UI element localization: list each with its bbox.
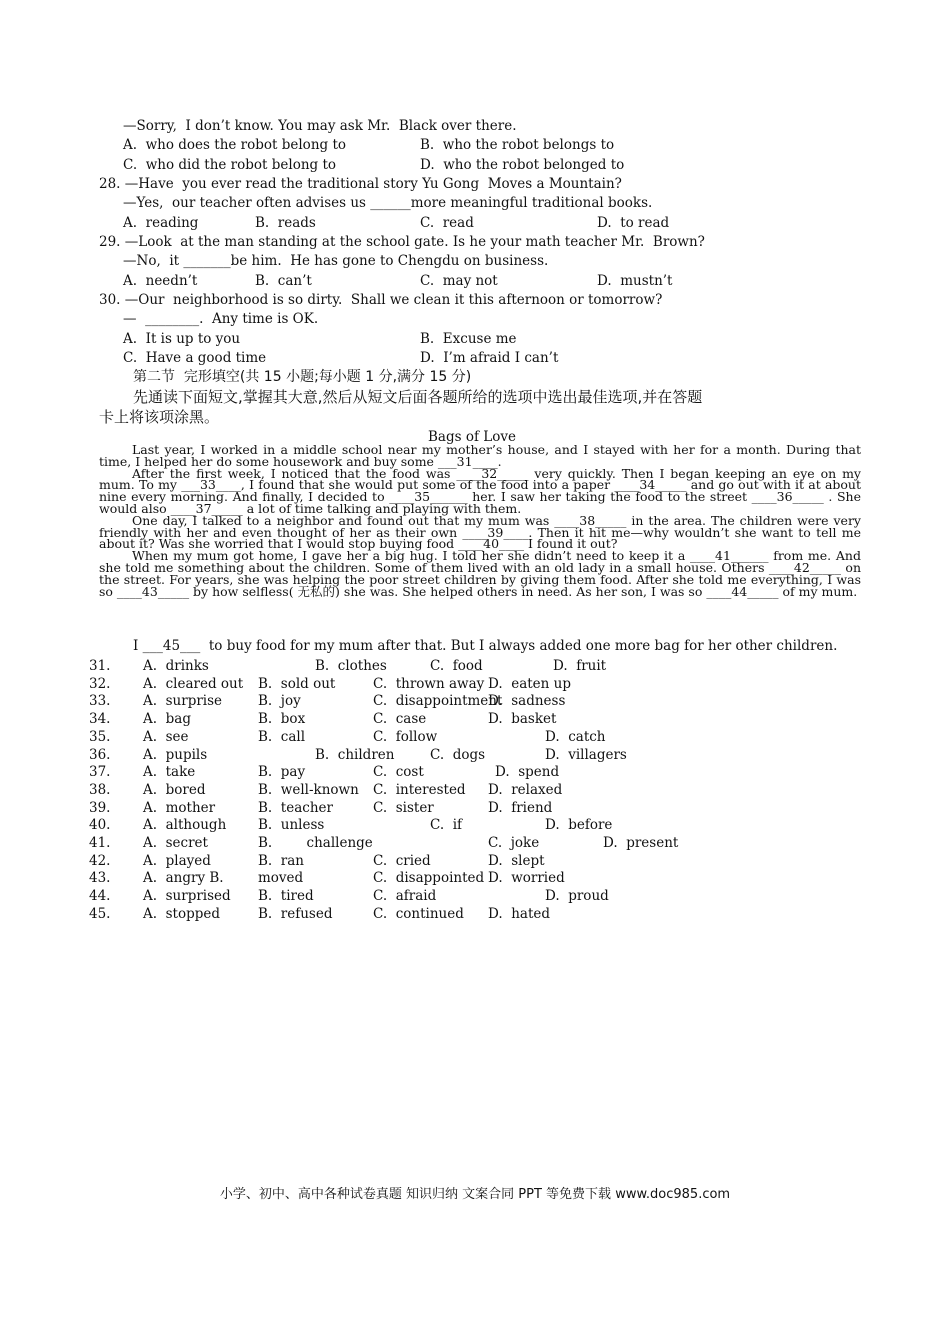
q27-option-b: B. who the robot belongs to <box>420 137 615 153</box>
option-a: A. surprise <box>143 693 223 710</box>
q30-option-b: B. Excuse me <box>420 331 517 347</box>
option-c: C. dogs <box>430 746 486 763</box>
option-a: A. played <box>143 852 211 869</box>
option-b: B. ran <box>258 852 304 869</box>
section-instruction-line1: 先通读下面短文,掌握其大意,然后从短文后面各题所给的选项中选出最佳选项,并在答题 <box>133 388 703 406</box>
q29-option-c: C. may not <box>420 273 498 289</box>
option-c: C. joke <box>488 835 540 851</box>
option-d: D. eaten up <box>488 675 571 692</box>
option-c: C. if <box>430 817 463 834</box>
q28-dialog-answer: —Yes, our teacher often advises us ______more meaningful traditional books. <box>123 195 653 211</box>
option-b: B. box <box>258 711 306 728</box>
q28-option-d: D. to read <box>597 215 670 231</box>
passage-paragraph-4: When my mum got home, I gave her a big hug. I told her she didn’t need to keep it a ____41______ from me. And she told me something about the children. Some of them lived with an old lady in a small house. Others ____42_____ on the street. For years, she was helping the poor street children by giving them food. After she told me everything, I was so ____43_____ by how selfless( 无私的) she was. She helped others in need. As her son, I was so ____44_____ of my mum. <box>99 548 861 599</box>
option-b: B. joy <box>258 693 301 710</box>
option-c: C. thrown away <box>373 675 485 692</box>
option-b: B. pay <box>258 764 306 781</box>
option-b: B. challenge <box>258 835 373 851</box>
q29-dialog-answer: —No, it _______be him. He has gone to Chengdu on business. <box>123 253 549 269</box>
option-d: D. sadness <box>488 693 566 710</box>
option-number: 42. <box>89 852 111 869</box>
option-number: 31. <box>89 658 111 674</box>
option-number: 39. <box>89 799 111 816</box>
option-b: B. tired <box>258 888 314 905</box>
option-number: 34. <box>89 711 111 728</box>
option-a: A. angry B. <box>143 870 224 887</box>
option-b: B. sold out <box>258 675 336 692</box>
option-d: D. basket <box>488 711 557 728</box>
passage-title: Bags of Love <box>428 429 516 445</box>
option-a: A. although <box>143 817 227 834</box>
q29-option-a: A. needn’t <box>123 273 198 289</box>
option-d: D. spend <box>495 764 560 781</box>
option-b: B. unless <box>258 817 325 834</box>
option-a: A. take <box>143 764 196 781</box>
q30-option-c: C. Have a good time <box>123 350 267 366</box>
option-a: A. pupils <box>143 746 208 763</box>
section-instruction-line2: 卡上将该项涂黑。 <box>99 408 220 426</box>
q28-option-c: C. read <box>420 215 474 231</box>
option-number: 33. <box>89 693 111 710</box>
option-b: B. refused <box>258 905 333 922</box>
option-d: D. villagers <box>545 746 627 763</box>
q30-dialog-question: 30. —Our neighborhood is so dirty. Shall we clean it this afternoon or tomorrow? <box>99 292 663 308</box>
option-d: D. friend <box>488 799 553 816</box>
option-a: A. secret <box>143 835 208 851</box>
option-c: C. case <box>373 711 427 728</box>
option-a: A. mother <box>143 799 216 816</box>
option-c: C. follow <box>373 728 438 745</box>
option-number: 38. <box>89 781 111 798</box>
option-a: A. bag <box>143 711 191 728</box>
q27-dialog-answer: —Sorry, I don’t know. You may ask Mr. Black over there. <box>123 118 517 134</box>
option-d: D. present <box>603 835 679 851</box>
option-c: C. afraid <box>373 888 437 905</box>
q30-dialog-answer: — ________. Any time is OK. <box>123 311 319 327</box>
option-c: C. sister <box>373 799 434 816</box>
passage-last-line: I ___45___ to buy food for my mum after that. But I always added one more bag for her other children. <box>133 638 838 654</box>
option-c: C. continued <box>373 905 464 922</box>
option-a: A. drinks <box>143 658 209 674</box>
option-number: 45. <box>89 905 111 922</box>
option-c: C. disappointed <box>373 870 485 887</box>
q28-option-b: B. reads <box>255 215 316 231</box>
option-c: C. cost <box>373 764 424 781</box>
q30-option-a: A. It is up to you <box>123 331 241 347</box>
option-number: 37. <box>89 764 111 781</box>
passage-paragraph-2: After the first week, I noticed that the food was ____32_____ very quickly. Then I began keeping an eye on my mum. To my ___33____, I found that she would put some of the food into a paper ____34_____ and go out with it at about nine every morning. And finally, I decided to ____35______ her. I saw her taking the food to the street ____36_____ . She would also ____37_____ a lot of time talking and playing with them. <box>99 465 861 516</box>
option-d: D. catch <box>545 728 606 745</box>
option-a: A. see <box>143 728 189 745</box>
option-a: A. bored <box>143 781 206 798</box>
option-c: C. interested <box>373 781 466 798</box>
option-d: D. relaxed <box>488 781 563 798</box>
option-b: B. teacher <box>258 799 333 816</box>
passage-paragraph-1: Last year, I worked in a middle school near my mother’s house, and I stayed with her for a month. During that time, I helped her do some housework and buy some ___31____. <box>99 442 861 469</box>
option-a: A. stopped <box>143 905 221 922</box>
q29-option-b: B. can’t <box>255 273 312 289</box>
section-heading: 第二节 完形填空(共 15 小题;每小题 1 分,满分 15 分) <box>133 369 472 385</box>
q29-dialog-question: 29. —Look at the man standing at the school gate. Is he your math teacher Mr. Brown? <box>99 234 705 250</box>
option-d: D. fruit <box>553 658 607 674</box>
option-number: 40. <box>89 817 111 834</box>
option-b: B. call <box>258 728 306 745</box>
q29-option-d: D. mustn’t <box>597 273 673 289</box>
q30-option-d: D. I’m afraid I can’t <box>420 350 559 366</box>
option-b: B. children <box>315 746 395 763</box>
option-b: moved <box>258 870 304 887</box>
q27-option-c: C. who did the robot belong to <box>123 157 337 173</box>
option-b: B. clothes <box>315 658 387 674</box>
option-c: C. disappointment <box>373 693 503 710</box>
q28-option-a: A. reading <box>123 215 199 231</box>
option-d: D. slept <box>488 852 545 869</box>
q27-option-a: A. who does the robot belong to <box>123 137 346 153</box>
option-a: A. cleared out <box>143 675 244 692</box>
q28-dialog-question: 28. —Have you ever read the traditional story Yu Gong Moves a Mountain? <box>99 176 622 192</box>
option-b: B. well-known <box>258 781 359 798</box>
option-number: 32. <box>89 675 111 692</box>
page-footer: 小学、初中、高中各种试卷真题 知识归纳 文案合同 PPT 等免费下载 www.doc985.com <box>219 1187 731 1202</box>
cloze-passage <box>99 444 861 597</box>
option-c: C. food <box>430 658 483 674</box>
option-d: D. hated <box>488 905 551 922</box>
option-number: 36. <box>89 746 111 763</box>
option-number: 35. <box>89 728 111 745</box>
option-number: 41. <box>89 835 111 851</box>
option-number: 43. <box>89 870 111 887</box>
option-a: A. surprised <box>143 888 231 905</box>
option-d: D. worried <box>488 870 565 887</box>
option-c: C. cried <box>373 852 431 869</box>
option-number: 44. <box>89 888 111 905</box>
q27-option-d: D. who the robot belonged to <box>420 157 625 173</box>
option-d: D. before <box>545 817 613 834</box>
passage-paragraph-3: One day, I talked to a neighbor and found out that my mum was ____38_____ in the area. The children were very friendly with her and even thought of her as their own ____39____. Then it hit me—why wouldn’t she want to tell me about it? Was she worried that I would stop buying food ____40____ I found it out? <box>99 512 861 552</box>
option-d: D. proud <box>545 888 609 905</box>
